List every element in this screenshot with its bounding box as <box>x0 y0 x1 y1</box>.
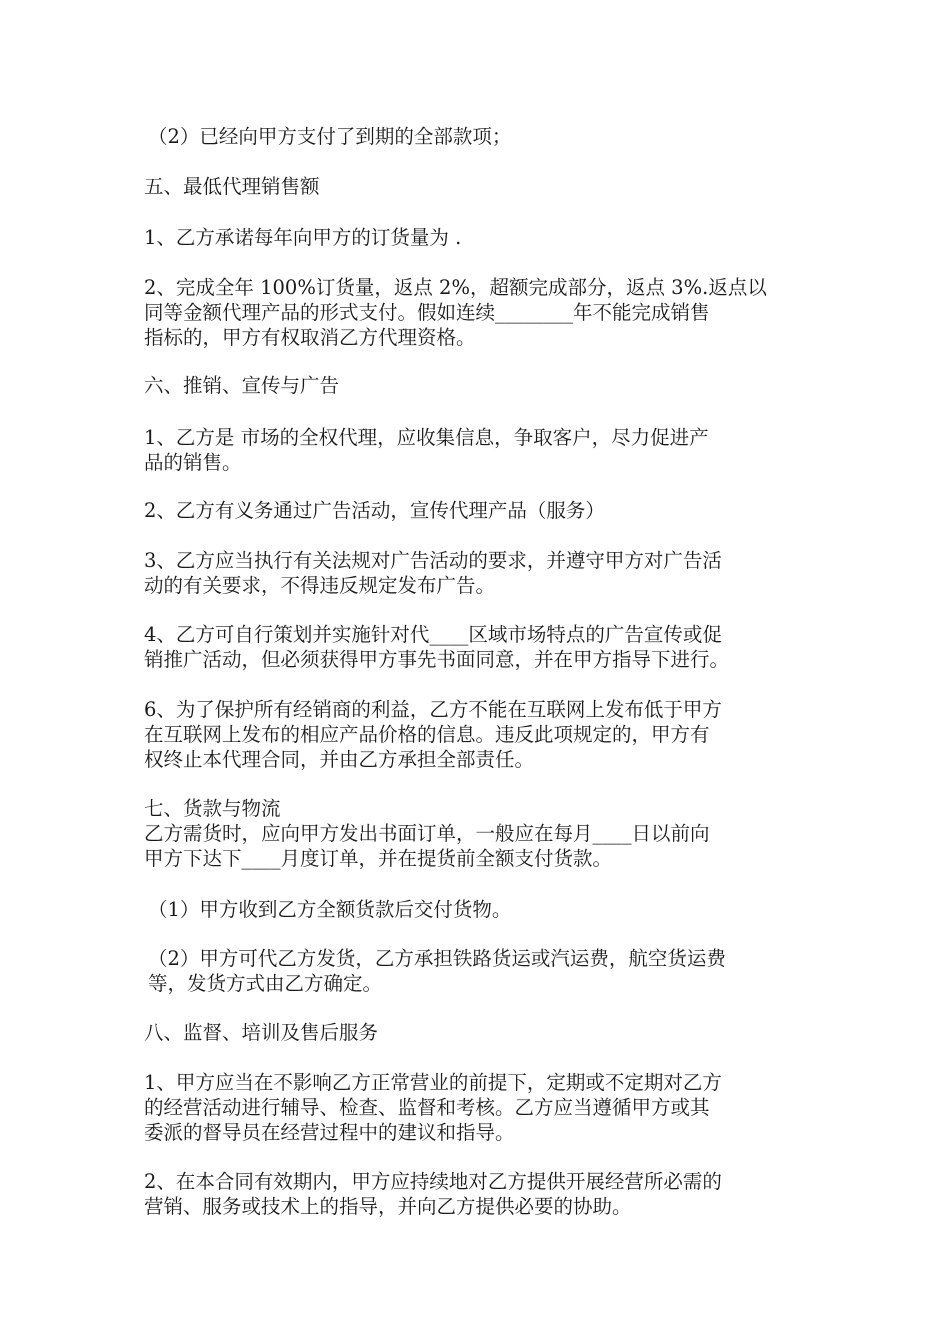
section-heading-min-sales: 五、最低代理销售额 <box>144 175 320 198</box>
paragraph-exclusive-agent: 1、乙方是 市场的全权代理，应收集信息，争取客户，尽力促进产 品的销售。 <box>144 426 709 474</box>
paragraph-advertising-law: 3、乙方应当执行有关法规对广告活动的要求，并遵守甲方对广告活 动的有关要求，不得违反规定发布广告。 <box>144 549 722 597</box>
paragraph-ongoing-support: 2、在本合同有效期内，甲方应持续地对乙方提供开展经营所必需的 营销、服务或技术上的指导，并向乙方提供必要的协助。 <box>144 1170 722 1218</box>
paragraph-advertising-duty: 2、乙方有义务通过广告活动，宣传代理产品（服务） <box>144 499 605 522</box>
section-heading-promotion: 六、推销、宣传与广告 <box>144 374 340 397</box>
section-payment-logistics: 七、货款与物流 乙方需货时，应向甲方发出书面订单，一般应在每月____日以前向 甲方下达下____月度订单，并在提货前全额支付货款。 <box>144 797 710 870</box>
paragraph-delivery-after-payment: （1）甲方收到乙方全额货款后交付货物。 <box>148 898 512 921</box>
paragraph-payment-condition: （2）已经向甲方支付了到期的全部款项； <box>148 125 512 148</box>
section-heading-supervision: 八、监督、培训及售后服务 <box>144 1021 379 1044</box>
paragraph-rebate-terms: 2、完成全年 100%订货量，返点 2%，超额完成部分，返点 3%.返点以 同等金额代理产品的形式支付。假如连续________年不能完成销售 指标的，甲方有权取消乙方代理资格。 <box>144 276 767 349</box>
paragraph-order-commitment: 1、乙方承诺每年向甲方的订货量为 . <box>144 226 462 249</box>
paragraph-internet-pricing: 6、为了保护所有经销商的利益，乙方不能在互联网上发布低于甲方 在互联网上发布的相应产品价格的信息。违反此项规定的，甲方有 权终止本代理合同，并由乙方承担全部责任。 <box>144 698 722 771</box>
paragraph-supervision-guidance: 1、甲方应当在不影响乙方正常营业的前提下，定期或不定期对乙方 的经营活动进行辅导、检查、监督和考核。乙方应当遵循甲方或其 委派的督导员在经营过程中的建议和指导。 <box>144 1071 722 1144</box>
paragraph-regional-promotion: 4、乙方可自行策划并实施针对代____区域市场特点的广告宣传或促 销推广活动，但必须获得甲方事先书面同意，并在甲方指导下进行。 <box>144 623 730 671</box>
paragraph-shipping-options: （2）甲方可代乙方发货，乙方承担铁路货运或汽运费，航空货运费 等，发货方式由乙方确定。 <box>148 947 726 995</box>
